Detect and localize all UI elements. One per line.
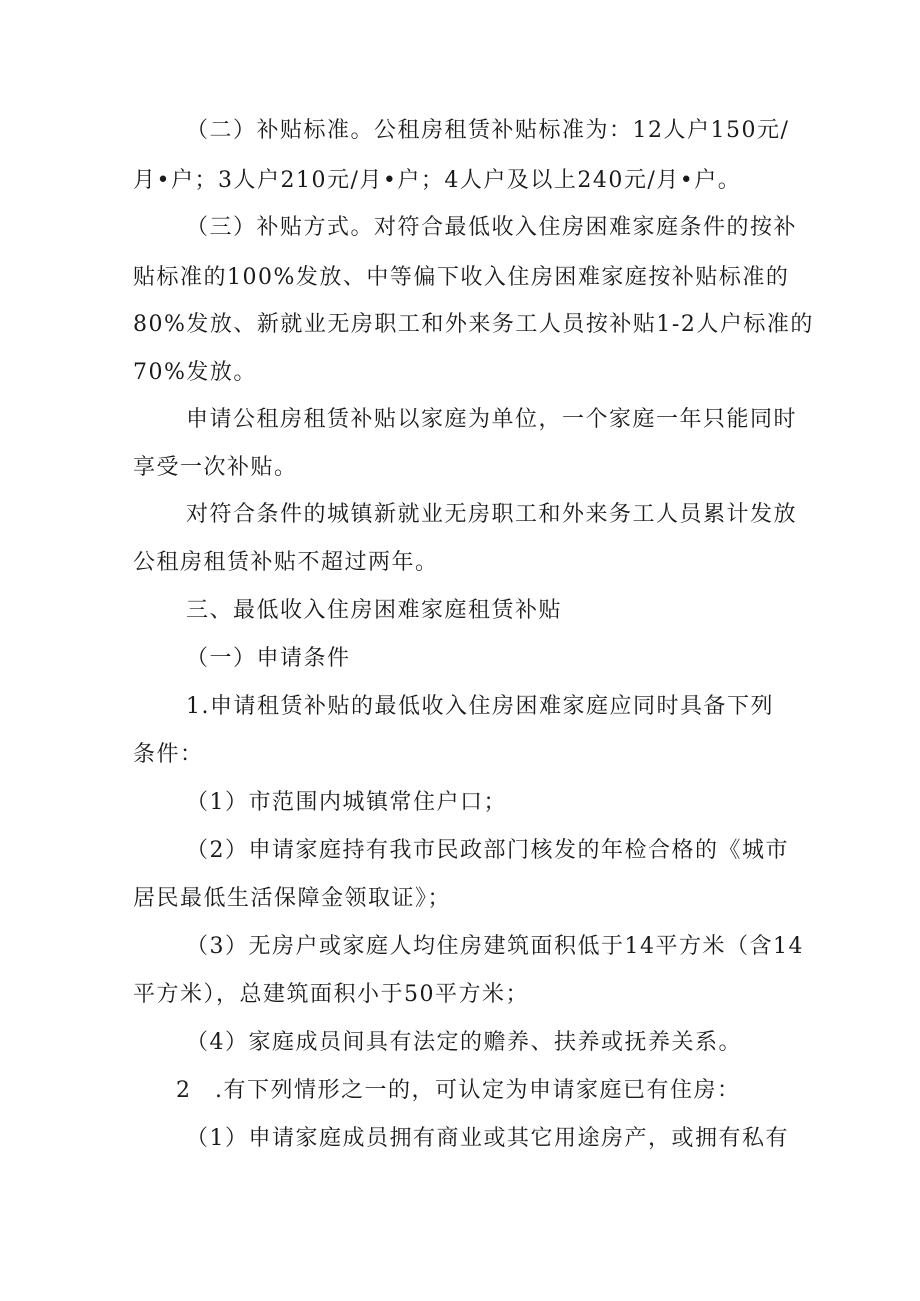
list-item: （4）家庭成员间具有法定的赡养、扶养或抚养关系。 bbox=[186, 1030, 742, 1055]
text-line: 2 .有下列情形之一的，可认定为申请家庭已有住房： bbox=[176, 1078, 741, 1103]
list-item: （1）申请家庭成员拥有商业或其它用途房产，或拥有私有 bbox=[186, 1126, 789, 1151]
text-line: 享受一次补贴。 bbox=[133, 455, 298, 480]
text-line: （二）补贴标准。公租房租赁补贴标准为：12人户150元/ bbox=[186, 118, 790, 143]
text-line: 公租房租赁补贴不超过两年。 bbox=[133, 550, 439, 575]
list-item: （3）无房户或家庭人均住房建筑面积低于14平方米（含14 bbox=[186, 934, 804, 959]
text-line: 1.申请租赁补贴的最低收入住房困难家庭应同时具备下列 bbox=[186, 694, 774, 719]
text-line: 条件： bbox=[133, 742, 204, 767]
text-line: 贴标准的100%发放、中等偏下收入住房困难家庭按补贴标准的 bbox=[133, 265, 790, 290]
text-line: 80%发放、新就业无房职工和外来务工人员按补贴1-2人户标准的 bbox=[133, 312, 814, 337]
text-line: 70%发放。 bbox=[133, 360, 257, 385]
section-heading: 三、最低收入住房困难家庭租赁补贴 bbox=[186, 598, 563, 623]
text-line: 平方米），总建筑面积小于50平方米； bbox=[133, 982, 529, 1007]
text-line: 月•户；3人户210元/月•户；4人户及以上240元/月•户。 bbox=[133, 168, 742, 193]
list-item: （1）市范围内城镇常住户口； bbox=[186, 790, 507, 815]
list-item: （2）申请家庭持有我市民政部门核发的年检合格的《城市 bbox=[186, 838, 789, 863]
text-line: 申请公租房租赁补贴以家庭为单位，一个家庭一年只能同时 bbox=[186, 407, 798, 432]
text-line: 居民最低生活保障金领取证》； bbox=[133, 886, 452, 911]
subsection-heading: （一）申请条件 bbox=[186, 646, 351, 671]
text-line: 对符合条件的城镇新就业无房职工和外来务工人员累计发放 bbox=[186, 502, 798, 527]
text-line: （三）补贴方式。对符合最低收入住房困难家庭条件的按补 bbox=[186, 215, 798, 240]
